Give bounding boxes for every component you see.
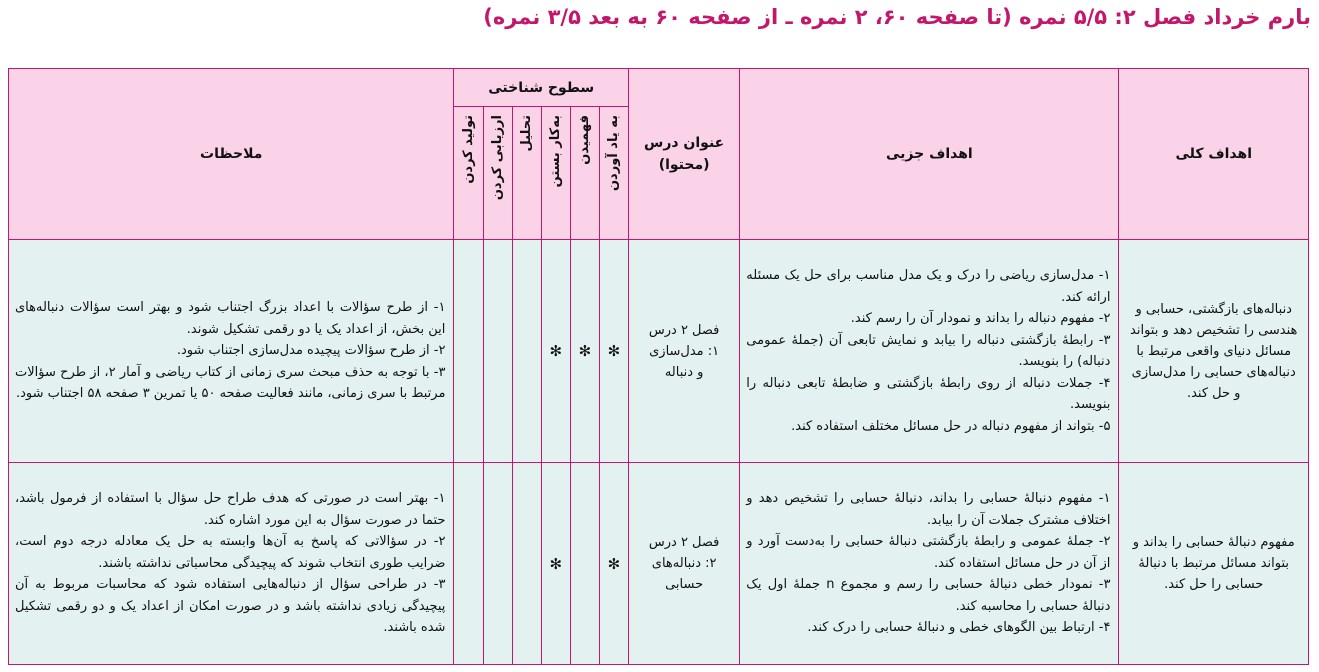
table-row	[9, 463, 1309, 665]
level-apply: به‌کار بستن	[541, 107, 570, 240]
specific-goal-item: ۲- مفهوم دنباله را بداند و نمودار آن را رسم کند.	[850, 311, 1111, 326]
lesson-title-cell: فصل ۲ درس ۲: دنباله‌های حسابی	[628, 463, 739, 665]
note-item: ۳- با توجه به حذف مبحث سری زمانی از کتاب ریاضی و آمار ۲، از طرح سؤالات مرتبط با سری زمانی، مانند فعالیت صفحه ۵۰ یا تمرین ۳ صفحه ۵۸ اجتناب شود.	[15, 364, 446, 402]
mark-evaluate	[483, 463, 512, 665]
header-specific-goals: اهداف جزیی	[740, 69, 1119, 240]
note-item: ۱- از طرح سؤالات با اعداد بزرگ اجتناب شود و بهتر است سؤالات دنباله‌های این بخش، از اعداد یک یا دو رقمی تشکیل شوند.	[15, 300, 446, 337]
note-item: ۳- در طراحی سؤال از دنباله‌هایی استفاده شود که محاسبات مربوط به آن پیچیدگی زیادی نداشته باشد و در صورت امکان از اعداد یک و دو رقمی تشکیل شده باشند.	[15, 577, 446, 636]
mark-apply: ✻	[541, 240, 570, 463]
mark-analyze	[512, 463, 541, 665]
specific-goal-item: ۱- مفهوم دنبالهٔ حسابی را بداند، دنبالهٔ حسابی را تشخیص دهد و اختلاف مشترک جملات آن را بیابد.	[746, 491, 1111, 528]
mark-analyze	[512, 240, 541, 463]
specific-goal-item: ۴- جملات دنباله از روی رابطهٔ بازگشتی و ضابطهٔ تابعی دنباله را بنویسد.	[746, 375, 1111, 412]
notes-cell	[9, 240, 454, 463]
mark-understand	[570, 463, 599, 665]
mark-remember: ✻	[599, 463, 628, 665]
table-row	[9, 240, 1309, 463]
lesson-title-cell: فصل ۲ درس ۱: مدل‌سازی و دنباله	[628, 240, 739, 463]
specific-goal-item: ۳- رابطهٔ بازگشتی دنباله را بیابد و نمایش تابعی آن (جملهٔ عمومی دنباله) را بنویسد.	[746, 332, 1111, 369]
blueprint-table	[8, 68, 1309, 665]
level-understand: فهمیدن	[570, 107, 599, 240]
header-notes: ملاحظات	[9, 69, 454, 240]
specific-goal-item: ۴- ارتباط بین الگوهای خطی و دنبالهٔ حسابی را درک کند.	[807, 620, 1111, 636]
notes-cell	[9, 463, 454, 665]
level-evaluate: ارزیابی کردن	[483, 107, 512, 240]
specific-goals-cell	[740, 463, 1119, 665]
page-title: بارم خرداد فصل ۲: ۵/۵ نمره (تا صفحه ۶۰، ۲ نمره ـ از صفحه ۶۰ به بعد ۳/۵ نمره)	[483, 5, 1311, 29]
mark-remember: ✻	[599, 240, 628, 463]
header-row	[9, 69, 1309, 107]
mark-understand: ✻	[570, 240, 599, 463]
header-general-goals: اهداف کلی	[1119, 69, 1309, 240]
mark-evaluate	[483, 240, 512, 463]
level-remember: به یاد آوردن	[599, 107, 628, 240]
note-item: ۱- بهتر است در صورتی که هدف طراح حل سؤال با استفاده از فرمول باشد، حتما در صورت سؤال به این مورد اشاره کند.	[15, 491, 446, 528]
specific-goal-item: ۱- مدل‌سازی ریاضی را درک و یک مدل مناسب برای حل یک مسئله ارائه کند.	[746, 268, 1111, 305]
specific-goal-item: ۵- بتواند از مفهوم دنباله در حل مسائل مختلف استفاده کند.	[791, 418, 1111, 434]
mark-create	[454, 240, 483, 463]
general-goal-cell: دنباله‌های بازگشتی، حسابی و هندسی را تشخیص دهد و بتواند مسائل دنیای واقعی مرتبط با دنباله‌های حسابی را مدل‌سازی و حل کند.	[1119, 240, 1309, 463]
specific-goal-item: ۳- نمودار خطی دنبالهٔ حسابی را رسم و مجموع n جملهٔ اول یک دنبالهٔ حسابی را محاسبه کند.	[746, 577, 1111, 614]
mark-create	[454, 463, 483, 665]
header-cognitive-levels: سطوح شناختی	[454, 69, 629, 107]
level-analyze: تحلیل	[512, 107, 541, 240]
general-goal-cell: مفهوم دنبالهٔ حسابی را بداند و بتواند مسائل مرتبط با دنبالهٔ حسابی را حل کند.	[1119, 463, 1309, 665]
header-lesson-title: عنوان درس (محتوا)	[628, 69, 739, 240]
level-create: تولید کردن	[454, 107, 483, 240]
note-item: ۲- از طرح سؤالات پیچیده مدل‌سازی اجتناب شود.	[176, 343, 446, 359]
specific-goals-cell	[740, 240, 1119, 463]
note-item: ۲- در سؤالاتی که پاسخ به آن‌ها وابسته به حل یک معادله درجه دوم است، ضرایب طوری انتخاب شوند که پیچیدگی محاسباتی نداشته باشند.	[15, 534, 446, 571]
mark-apply: ✻	[541, 463, 570, 665]
specific-goal-item: ۲- جملهٔ عمومی و رابطهٔ بازگشتی دنبالهٔ حسابی را به‌دست آورد و از آن در حل مسائل استفاده کند.	[746, 534, 1111, 571]
